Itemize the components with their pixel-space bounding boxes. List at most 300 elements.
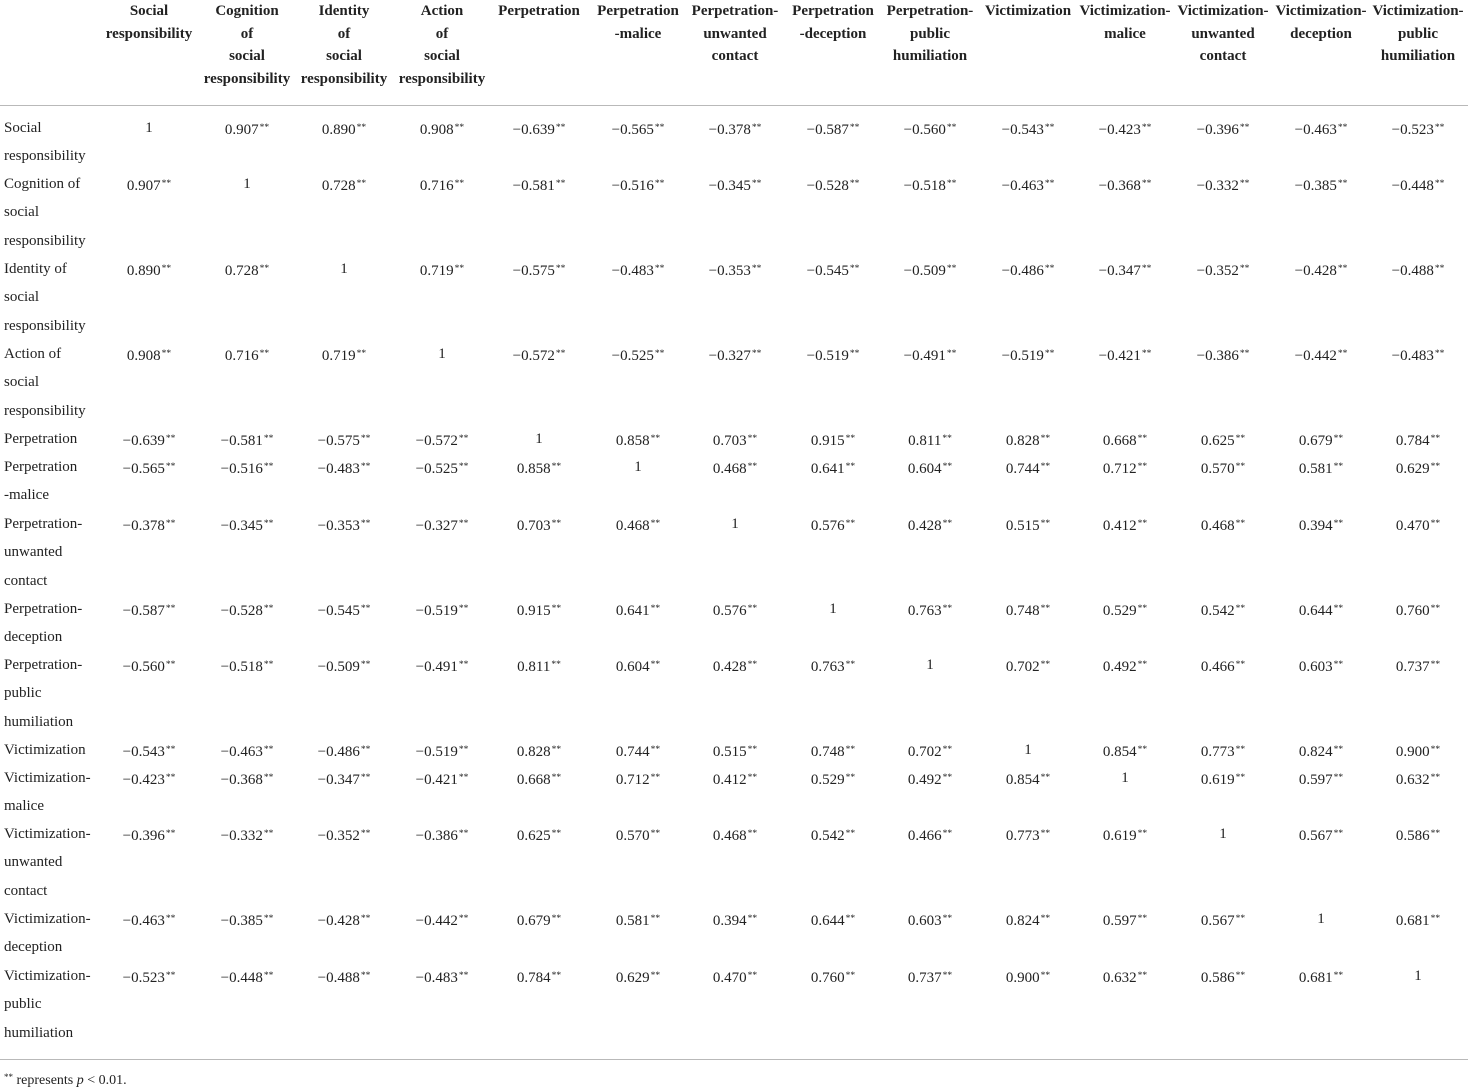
significance-marker: ** [1141,349,1152,359]
table-cell [685,767,785,789]
table-cell [294,598,394,620]
significance-marker: ** [946,123,957,133]
cell-value: 1 [731,516,739,532]
cell-value: −0.565 [122,461,165,477]
table-cell [685,654,785,676]
significance-marker: ** [751,349,762,359]
table-cell [197,343,297,365]
row-label-line: social [4,289,39,306]
cell-value: −0.518 [220,659,263,675]
table-cell [197,654,297,676]
cell-value: 0.908 [126,348,161,364]
table-cell [197,258,297,280]
table-cell [1075,598,1175,620]
cell-value: 0.603 [907,913,942,929]
significance-marker: ** [1137,434,1148,444]
significance-marker: ** [747,829,758,839]
significance-marker: ** [458,519,469,529]
cell-value: 1 [926,657,934,673]
significance-marker: ** [1040,829,1051,839]
cell-value: 1 [1219,826,1227,842]
table-cell [197,173,297,195]
cell-value: 0.625 [1200,433,1235,449]
cell-value: 0.703 [516,518,551,534]
table-cell [1271,823,1371,845]
cell-value: 0.907 [126,178,161,194]
significance-marker: ** [551,914,562,924]
column-header-line: responsibility [203,70,291,87]
table-cell [978,823,1078,845]
table-cell [489,823,589,845]
cell-value: −0.345 [220,518,263,534]
cell-value: 0.466 [907,828,942,844]
significance-marker: ** [650,660,661,670]
column-header-line: of [337,25,351,42]
significance-marker: ** [1337,349,1348,359]
cell-value: −0.518 [903,178,946,194]
significance-marker: ** [650,773,661,783]
cell-value: 0.890 [321,122,356,138]
table-cell [392,173,492,195]
significance-marker: ** [1235,519,1246,529]
significance-marker: ** [747,434,758,444]
significance-marker: ** [942,914,953,924]
significance-marker: ** [263,462,274,472]
column-header-line: deception [1290,25,1352,42]
table-cell [1271,258,1371,280]
table-cell [294,739,394,761]
significance-marker: ** [161,349,172,359]
row-label [4,255,112,340]
significance-marker: ** [360,660,371,670]
row-label-line: humiliation [4,713,74,730]
cell-value: 0.567 [1298,828,1333,844]
significance-marker: ** [942,971,953,981]
cell-value: 1 [1414,968,1422,984]
row-label [4,425,112,453]
cell-value: −0.428 [1294,263,1337,279]
significance-marker: ** [165,519,176,529]
cell-value: −0.565 [611,122,654,138]
cell-value: 1 [535,431,543,447]
row-label [4,962,112,1047]
cell-value: 0.625 [516,828,551,844]
column-header-line: Perpetration- [886,3,974,19]
table-cell [197,513,297,535]
significance-marker: ** [356,179,367,189]
table-cell [1075,513,1175,535]
significance-marker: ** [1137,914,1148,924]
cell-value: −0.332 [220,828,263,844]
cell-value: 0.644 [1298,603,1333,619]
cell-value: 0.858 [615,433,650,449]
cell-value: 0.679 [516,913,551,929]
footnote-text-before: represents [13,1073,77,1088]
cell-value: 1 [634,459,642,475]
cell-value: 0.737 [907,970,942,986]
significance-marker: ** [845,971,856,981]
table-cell [685,739,785,761]
cell-value: −0.525 [611,348,654,364]
cell-value: −0.442 [1294,348,1337,364]
table-cell [783,598,883,620]
table-cell [99,428,199,450]
significance-marker: ** [1137,829,1148,839]
significance-marker: ** [458,773,469,783]
cell-value: 0.760 [810,970,845,986]
cell-value: 1 [145,120,153,136]
significance-marker: ** [1239,264,1250,274]
table-cell [489,654,589,676]
cell-value: −0.448 [220,970,263,986]
significance-marker: ** [551,773,562,783]
table-cell [685,823,785,845]
bottom-rule [0,1059,1468,1060]
significance-marker: ** [555,349,566,359]
cell-value: 0.900 [1395,744,1430,760]
significance-marker: ** [263,604,274,614]
significance-marker: ** [942,604,953,614]
significance-marker: ** [1337,179,1348,189]
significance-marker: ** [946,179,957,189]
significance-marker: ** [849,264,860,274]
cell-value: 0.744 [615,744,650,760]
cell-value: 0.428 [907,518,942,534]
cell-value: 0.811 [517,659,551,675]
significance-marker: ** [259,349,270,359]
row-label-line: unwanted [4,544,63,561]
significance-marker: ** [1040,434,1051,444]
cell-value: −0.639 [512,122,555,138]
cell-value: 0.915 [810,433,845,449]
cell-value: −0.347 [317,772,360,788]
significance-marker: ** [751,123,762,133]
table-cell [1271,908,1371,930]
table-cell [1368,908,1468,930]
cell-value: −0.575 [512,263,555,279]
significance-marker: ** [849,349,860,359]
cell-value: 1 [1317,911,1325,927]
column-header-line: social [326,48,362,64]
significance-marker: ** [360,745,371,755]
column-header-line: Victimization- [1275,3,1367,19]
table-cell [99,739,199,761]
cell-value: 0.412 [1102,518,1137,534]
cell-value: 0.492 [1102,659,1137,675]
column-header-line: Action [420,3,464,19]
significance-marker: ** [751,179,762,189]
cell-value: −0.385 [1294,178,1337,194]
table-cell [392,908,492,930]
table-cell [99,767,199,789]
cell-value: 0.542 [810,828,845,844]
cell-value: −0.396 [1196,122,1239,138]
table-cell [588,173,688,195]
cell-value: 0.629 [615,970,650,986]
significance-marker: ** [165,773,176,783]
significance-marker: ** [1333,660,1344,670]
table-cell [685,965,785,987]
significance-marker: ** [454,123,465,133]
significance-marker: ** [1430,829,1441,839]
significance-marker: ** [942,745,953,755]
table-cell [783,739,883,761]
significance-marker: ** [1434,349,1445,359]
table-cell [197,598,297,620]
cell-value: −0.528 [220,603,263,619]
significance-marker: ** [849,179,860,189]
cell-value: −0.525 [415,461,458,477]
table-cell [1173,456,1273,478]
table-cell [1075,456,1175,478]
table-cell [783,965,883,987]
column-header [589,0,687,45]
cell-value: 0.468 [1200,518,1235,534]
cell-value: 0.668 [1102,433,1137,449]
table-cell [880,258,980,280]
column-header-line: Victimization- [1177,3,1269,19]
cell-value: 0.394 [1298,518,1333,534]
significance-marker: ** [747,660,758,670]
significance-marker: ** [942,829,953,839]
significance-marker: ** [360,604,371,614]
row-label-line: Victimization- [4,770,91,786]
table-footnote [4,1069,127,1089]
cell-value: 0.515 [1005,518,1040,534]
significance-marker: ** [1239,179,1250,189]
cell-value: 0.712 [1102,461,1137,477]
table-cell [1075,258,1175,280]
cell-value: 0.811 [908,433,942,449]
table-cell [1271,456,1371,478]
cell-value: 0.570 [615,828,650,844]
column-header-line: Perpetration [792,3,874,19]
table-cell [1075,117,1175,139]
table-cell [685,117,785,139]
footnote-marker: ** [4,1072,13,1082]
column-header-line: malice [1104,25,1146,42]
table-cell [1075,823,1175,845]
table-cell [685,428,785,450]
significance-marker: ** [1430,914,1441,924]
cell-value: 0.581 [1298,461,1333,477]
table-cell [99,908,199,930]
table-cell [1368,428,1468,450]
table-cell [978,343,1078,365]
table-cell [685,258,785,280]
table-cell [1368,767,1468,789]
table-cell [1368,739,1468,761]
cell-value: −0.423 [122,772,165,788]
table-cell [1173,739,1273,761]
row-label-line: Perpetration- [4,516,83,532]
table-cell [1075,767,1175,789]
significance-marker: ** [1430,745,1441,755]
cell-value: 1 [438,346,446,362]
significance-marker: ** [654,264,665,274]
table-cell [489,173,589,195]
cell-value: 0.773 [1005,828,1040,844]
header-rule [0,105,1468,106]
cell-value: −0.347 [1098,263,1141,279]
table-cell [880,908,980,930]
table-cell [880,456,980,478]
cell-value: −0.352 [317,828,360,844]
table-cell [588,428,688,450]
table-cell [880,173,980,195]
cell-value: 0.773 [1200,744,1235,760]
table-cell [978,428,1078,450]
significance-marker: ** [1333,829,1344,839]
table-cell [1173,965,1273,987]
cell-value: 0.728 [224,263,259,279]
cell-value: 0.412 [712,772,747,788]
table-cell [978,513,1078,535]
table-cell [392,343,492,365]
significance-marker: ** [1337,264,1348,274]
table-cell [99,598,199,620]
table-cell [294,908,394,930]
table-cell [294,428,394,450]
table-cell [1271,598,1371,620]
cell-value: −0.368 [220,772,263,788]
row-label-line: humiliation [4,1024,74,1041]
cell-value: −0.463 [1294,122,1337,138]
cell-value: 0.763 [907,603,942,619]
cell-value: 0.748 [810,744,845,760]
table-cell [1173,654,1273,676]
table-cell [392,767,492,789]
significance-marker: ** [454,179,465,189]
table-cell [392,258,492,280]
column-header-line: Social [129,3,169,19]
table-cell [1173,767,1273,789]
cell-value: −0.421 [415,772,458,788]
table-cell [685,173,785,195]
row-label-line: contact [4,882,48,899]
significance-marker: ** [263,434,274,444]
table-cell [294,823,394,845]
column-header-line: Cognition [215,3,279,19]
table-cell [294,343,394,365]
table-cell [880,654,980,676]
significance-marker: ** [942,462,953,472]
significance-marker: ** [942,434,952,444]
row-label-line: Victimization- [4,911,91,927]
table-cell [294,456,394,478]
cell-value: −0.523 [1391,122,1434,138]
significance-marker: ** [259,123,270,133]
table-cell [294,965,394,987]
table-cell [1271,117,1371,139]
cell-value: 0.597 [1102,913,1137,929]
significance-marker: ** [458,829,469,839]
table-cell [588,739,688,761]
cell-value: 0.581 [615,913,650,929]
table-cell [1368,513,1468,535]
cell-value: 0.492 [907,772,942,788]
significance-marker: ** [551,519,562,529]
significance-marker: ** [1430,604,1441,614]
table-cell [294,767,394,789]
cell-value: 0.716 [419,178,454,194]
table-cell [392,456,492,478]
significance-marker: ** [356,123,367,133]
cell-value: 0.907 [224,122,259,138]
table-cell [392,965,492,987]
table-cell [783,343,883,365]
cell-value: −0.523 [122,970,165,986]
significance-marker: ** [263,745,274,755]
table-cell [588,456,688,478]
table-cell [392,513,492,535]
table-cell [978,908,1078,930]
table-cell [1075,965,1175,987]
cell-value: 0.629 [1395,461,1430,477]
significance-marker: ** [942,519,953,529]
cell-value: −0.352 [1196,263,1239,279]
significance-marker: ** [747,604,758,614]
cell-value: −0.509 [903,263,946,279]
significance-marker: ** [165,971,176,981]
table-cell [783,428,883,450]
cell-value: −0.327 [415,518,458,534]
row-label [4,820,112,905]
row-label [4,736,112,764]
row-label-line: responsibility [4,402,86,419]
cell-value: −0.491 [903,348,946,364]
table-cell [783,117,883,139]
significance-marker: ** [1333,604,1344,614]
column-header [1173,0,1273,68]
significance-marker: ** [1044,349,1055,359]
significance-marker: ** [1235,914,1246,924]
cell-value: 0.576 [810,518,845,534]
table-cell [783,173,883,195]
table-cell [1368,343,1468,365]
column-header [784,0,882,45]
table-cell [783,767,883,789]
significance-marker: ** [650,519,661,529]
cell-value: 0.908 [419,122,454,138]
column-header [294,0,394,90]
column-header-line: public [1397,25,1439,42]
table-cell [489,739,589,761]
significance-marker: ** [458,745,469,755]
significance-marker: ** [1040,462,1051,472]
row-label-line: deception [4,939,63,956]
cell-value: −0.516 [220,461,263,477]
significance-marker: ** [845,914,856,924]
significance-marker: ** [650,971,661,981]
cell-value: −0.483 [1391,348,1434,364]
table-cell [197,908,297,930]
cell-value: 0.702 [907,744,942,760]
significance-marker: ** [165,462,176,472]
cell-value: 0.702 [1005,659,1040,675]
row-label-line: social [4,374,39,391]
cell-value: −0.396 [122,828,165,844]
significance-marker: ** [845,434,856,444]
cell-value: −0.483 [317,461,360,477]
significance-marker: ** [458,604,469,614]
significance-marker: ** [555,123,566,133]
cell-value: 0.529 [1102,603,1137,619]
significance-marker: ** [263,660,274,670]
significance-marker: ** [1044,264,1055,274]
significance-marker: ** [458,434,469,444]
cell-value: 0.597 [1298,772,1333,788]
